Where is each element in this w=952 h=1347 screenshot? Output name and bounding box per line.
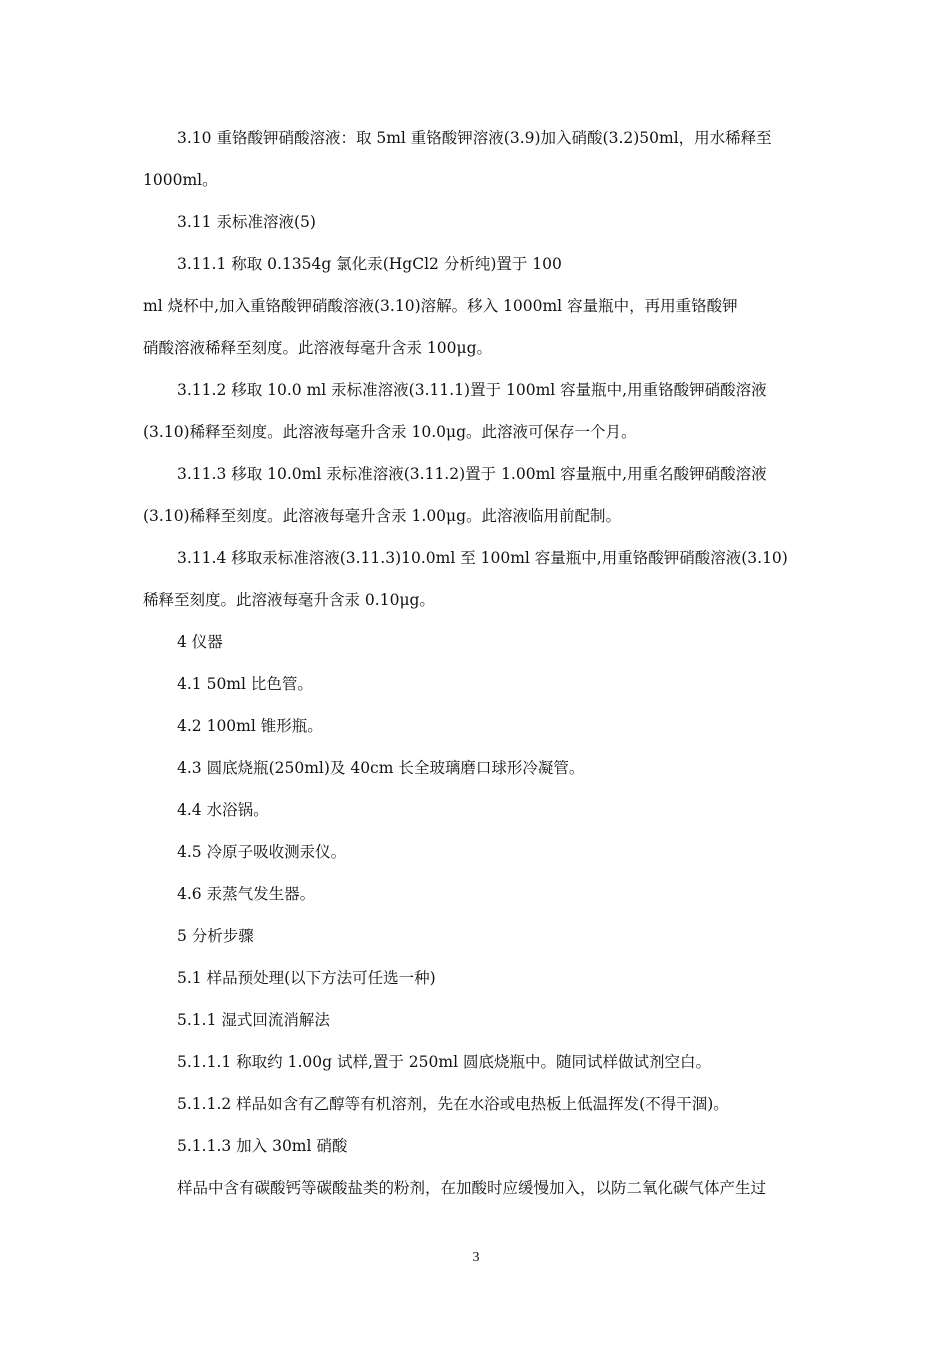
text-line: (3.10)稀释至刻度。此溶液每毫升含汞 1.00μg。此溶液临用前配制。 xyxy=(143,507,622,525)
text-line: 3.11.1 称取 0.1354g 氯化汞(HgCl2 分析纯)置于 100 xyxy=(177,255,562,273)
section-heading: 5 分析步骤 xyxy=(177,927,254,945)
list-item: 4.6 汞蒸气发生器。 xyxy=(177,885,316,903)
text-line: 3.10 重铬酸钾硝酸溶液：取 5ml 重铬酸钾溶液(3.9)加入硝酸(3.2)50ml，用水稀释至 xyxy=(177,129,772,147)
section-heading: 4 仪器 xyxy=(177,633,223,651)
text-line: 5.1.1.1 称取约 1.00g 试样,置于 250ml 圆底烧瓶中。随同试样做试剂空白。 xyxy=(177,1053,711,1071)
text-line: 1000ml。 xyxy=(143,171,218,189)
text-line: (3.10)稀释至刻度。此溶液每毫升含汞 10.0μg。此溶液可保存一个月。 xyxy=(143,423,637,441)
section-heading: 3.11 汞标准溶液(5) xyxy=(177,213,316,231)
list-item: 4.2 100ml 锥形瓶。 xyxy=(177,717,323,735)
text-line: 3.11.4 移取汞标准溶液(3.11.3)10.0ml 至 100ml 容量瓶中,用重铬酸钾硝酸溶液(3.10) xyxy=(177,549,788,567)
text-line: ml 烧杯中,加入重铬酸钾硝酸溶液(3.10)溶解。移入 1000ml 容量瓶中，再用重铬酸钾 xyxy=(143,297,738,315)
text-line: 3.11.3 移取 10.0ml 汞标准溶液(3.11.2)置于 1.00ml 容量瓶中,用重名酸钾硝酸溶液 xyxy=(177,465,767,483)
text-line: 3.11.2 移取 10.0 ml 汞标准溶液(3.11.1)置于 100ml 容量瓶中,用重铬酸钾硝酸溶液 xyxy=(177,381,767,399)
page-number: 3 xyxy=(472,1250,480,1265)
text-line: 硝酸溶液稀释至刻度。此溶液每毫升含汞 100μg。 xyxy=(143,339,493,357)
list-item: 4.1 50ml 比色管。 xyxy=(177,675,313,693)
list-item: 4.4 水浴锅。 xyxy=(177,801,269,819)
list-item: 4.3 圆底烧瓶(250ml)及 40cm 长全玻璃磨口球形冷凝管。 xyxy=(177,759,585,777)
text-line: 样品中含有碳酸钙等碳酸盐类的粉剂，在加酸时应缓慢加入，以防二氧化碳气体产生过 xyxy=(177,1179,767,1197)
list-item: 4.5 冷原子吸收测汞仪。 xyxy=(177,843,347,861)
section-heading: 5.1.1 湿式回流消解法 xyxy=(177,1011,330,1029)
text-line: 5.1.1.3 加入 30ml 硝酸 xyxy=(177,1137,348,1155)
text-line: 5.1.1.2 样品如含有乙醇等有机溶剂，先在水浴或电热板上低温挥发(不得干涸)。 xyxy=(177,1095,729,1113)
section-heading: 5.1 样品预处理(以下方法可任选一种) xyxy=(177,969,436,987)
text-line: 稀释至刻度。此溶液每毫升含汞 0.10μg。 xyxy=(143,591,435,609)
